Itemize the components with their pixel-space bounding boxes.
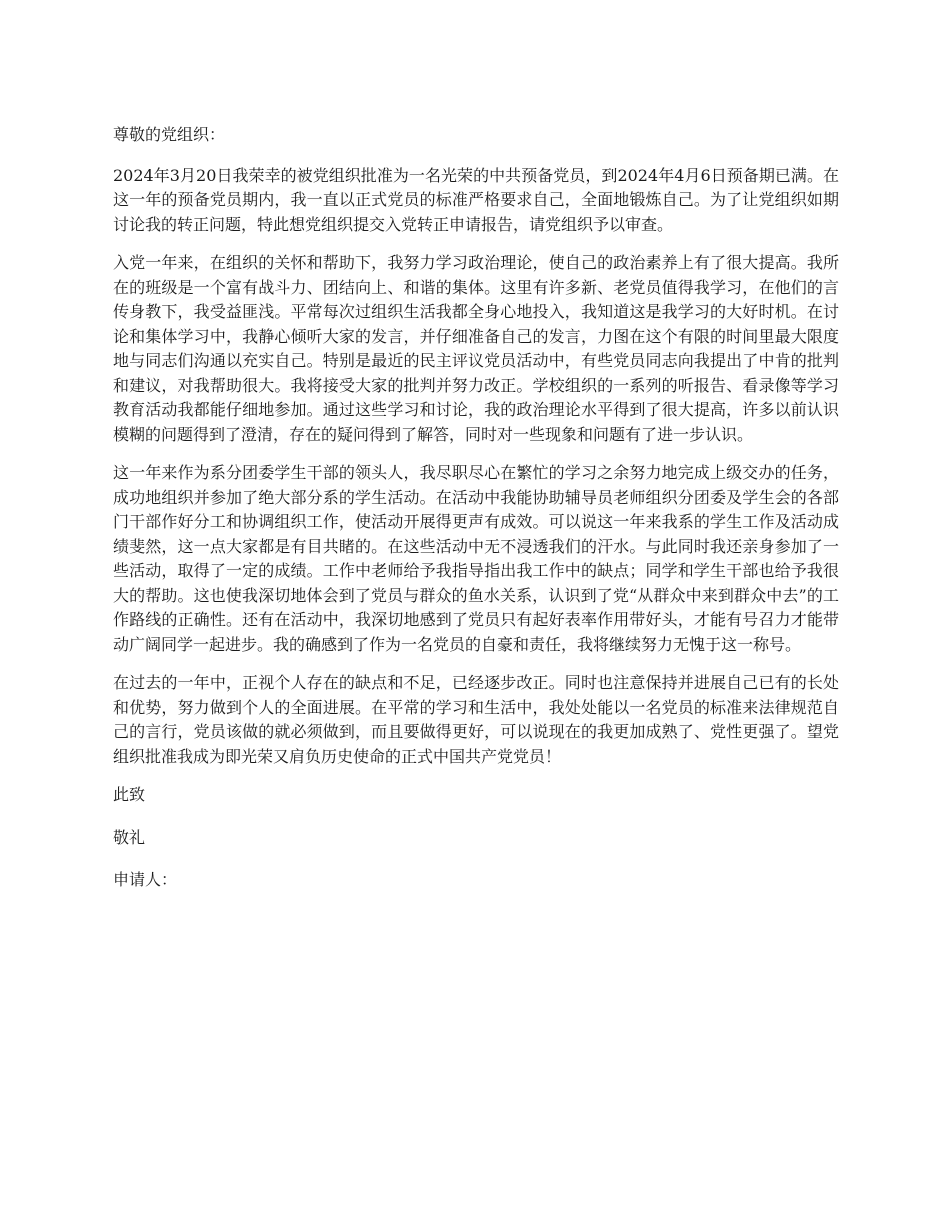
salutation: 尊敬的党组织：	[113, 125, 226, 144]
letter-page	[113, 123, 839, 907]
paragraph-political-study: 入党一年来，在组织的关怀和帮助下，我努力学习政治理论，使自己的政治素养上有了很大提高。我所在的班级是一个富有战斗力、团结向上、和谐的集体。这里有许多新、老党员值得我学习，在他们的言传身教下，我受益匪浅。平常每次过组织生活我都全身心地投入，我知道这是我学习的大好时机。在讨论和集体学习中，我静心倾听大家的发言，并仔细准备自己的发言，力图在这个有限的时间里最大限度地与同志们沟通以充实自己。特别是最近的民主评议党员活动中，有些党员同志向我提出了中肯的批判和建议，对我帮助很大。我将接受大家的批判并努力改正。学校组织的一系列的听报告、看录像等学习教育活动我都能仔细地参加。通过这些学习和讨论，我的政治理论水平得到了很大提高，许多以前认识模糊的问题得到了澄清，存在的疑问得到了解答，同时对一些现象和问题有了进一步认识。	[113, 253, 839, 444]
closing-jingli: 敬礼	[113, 827, 146, 847]
paragraph-probation-intro: 2024年3月20日我荣幸的被党组织批准为一名光荣的中共预备党员，到2024年4月6日预备期已满。在这一年的预备党员期内，我一直以正式党员的标准严格要求自己，全面地锻炼自己。为了让党组织如期讨论我的转正问题，特此想党组织提交入党转正申请报告，请党组织予以审查。	[113, 165, 839, 234]
closing-cizhi: 此致	[113, 785, 146, 804]
paragraph-self-improvement: 在过去的一年中，正视个人存在的缺点和不足，已经逐步改正。同时也注意保持并进展自己已有的长处和优势，努力做到个人的全面进展。在平常的学习和生活中，我处处能以一名党员的标准来法律规范自己的言行，党员该做的就必须做到，而且要做得更好，可以说现在的我更加成熟了、党性更强了。望党组织批准我成为即光荣又肩负历史使命的正式中国共产党党员！	[113, 673, 839, 766]
signature-label: 申请人：	[113, 870, 178, 889]
paragraph-student-work: 这一年来作为系分团委学生干部的领头人，我尽职尽心在繁忙的学习之余努力地完成上级交办的任务，成功地组织并参加了绝大部分系的学生活动。在活动中我能协助辅导员老师组织分团委及学生会的各部门干部作好分工和协调组织工作，使活动开展得更声有成效。可以说这一年来我系的学生工作及活动成绩斐然，这一点大家都是有目共睹的。在这些活动中无不浸透我们的汗水。与此同时我还亲身参加了一些活动，取得了一定的成绩。工作中老师给予我指导指出我工作中的缺点；同学和学生干部也给予我很大的帮助。这也使我深切地体会到了党员与群众的鱼水关系，认识到了党“从群众中来到群众中去”的工作路线的正确性。还有在活动中，我深切地感到了党员只有起好表率作用带好头，才能有号召力才能带动广阔同学一起进步。我的确感到了作为一名党员的自豪和责任，我将继续努力无愧于这一称号。	[113, 463, 839, 654]
